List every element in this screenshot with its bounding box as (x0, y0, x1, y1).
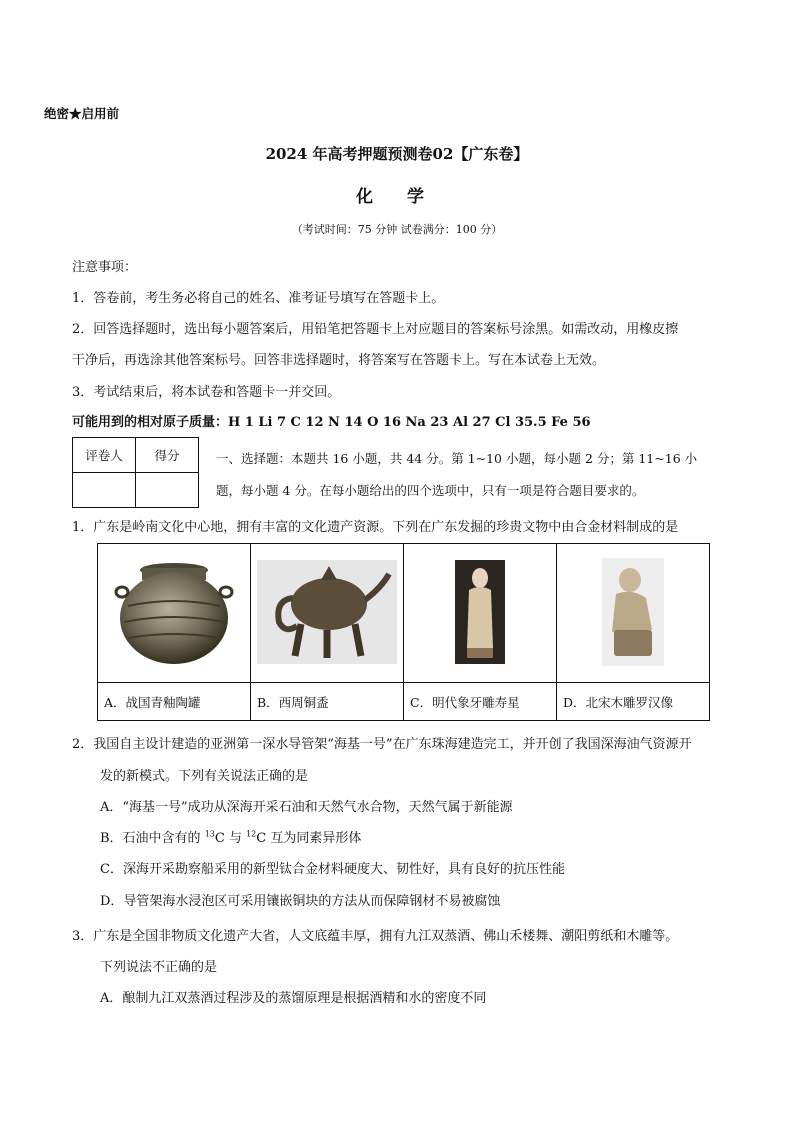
question-2-option-b: B．石油中含有的 $^{13}$C 与 $^{12}$C 互为同素异形体 (100, 829, 362, 846)
question-1-stem: 1．广东是岭南文化中心地，拥有丰富的文化遗产资源。下列在广东发掘的珍贵文物中由合金材料制成的是 (72, 520, 679, 535)
score-cell (136, 473, 199, 508)
option-c-label: C．明代象牙雕寿星 (404, 683, 557, 721)
pottery-jar-image (114, 556, 234, 668)
relics-table (97, 543, 710, 721)
note-item: 3．考试结束后，将本试卷和答题卡一并交回。 (72, 385, 341, 400)
note-item: 1．答卷前，考生务必将自己的姓名、准考证号填写在答题卡上。 (72, 291, 445, 306)
score-box (72, 437, 199, 508)
note-item: 2．回答选择题时，选出每小题答案后，用铅笔把答题卡上对应题目的答案标号涂黑。如需改动，用橡皮擦 (72, 322, 679, 337)
question-3-option-a: A．酿制九江双蒸酒过程涉及的蒸馏原理是根据酒精和水的密度不同 (100, 991, 487, 1006)
relic-image-cell (557, 544, 710, 683)
question-3-stem: 3．广东是全国非物质文化遗产大省，人文底蕴丰厚，拥有九江双蒸酒、佛山禾楼舞、潮阳剪纸和木雕等。 (72, 929, 679, 944)
confidential-mark: 绝密★启用前 (44, 106, 120, 121)
ivory-figure-image (455, 560, 505, 664)
notes-heading: 注意事项： (72, 260, 138, 275)
wood-carving-image (602, 558, 664, 666)
grader-label: 评卷人 (73, 438, 136, 473)
section-instructions: 一、选择题：本题共 16 小题，共 44 分。第 1~10 小题，每小题 2 分；第 11~16 小 (216, 451, 698, 466)
subject-title: 化 学 (356, 187, 438, 207)
atomic-masses: 可能用到的相对原子质量：H 1 Li 7 C 12 N 14 O 16 Na 23 Al 27 Cl 35.5 Fe 56 (72, 415, 591, 430)
note-item: 干净后，再选涂其他答案标号。回答非选择题时，将答案写在答题卡上。写在本试卷上无效。 (72, 353, 606, 368)
score-label: 得分 (136, 438, 199, 473)
option-b-label: B．西周铜盉 (251, 683, 404, 721)
section-instructions-2: 题，每小题 4 分。在每小题给出的四个选项中，只有一项是符合题目要求的。 (216, 483, 645, 498)
question-2-option-c: C．深海开采勘察船采用的新型钛合金材料硬度大、韧性好，具有良好的抗压性能 (100, 862, 565, 877)
time-info: （考试时间：75 分钟 试卷满分：100 分） (291, 223, 503, 236)
question-2-stem: 2．我国自主设计建造的亚洲第一深水导管架“海基一号”在广东珠海建造完工，并开创了我国深海油气资源开 (72, 737, 692, 752)
exam-title: 2024 年高考押题预测卷02【广东卷】 (265, 145, 529, 163)
bronze-vessel-image (257, 560, 397, 664)
option-a-label: A．战国青釉陶罐 (98, 683, 251, 721)
relic-image-cell (98, 544, 251, 683)
grader-cell (73, 473, 136, 508)
relic-image-cell (404, 544, 557, 683)
option-d-label: D．北宋木雕罗汉像 (557, 683, 710, 721)
relic-image-cell (251, 544, 404, 683)
question-2-stem-cont: 发的新模式。下列有关说法正确的是 (100, 769, 309, 784)
question-2-option-a: A．“海基一号”成功从深海开采石油和天然气水合物，天然气属于新能源 (100, 800, 513, 815)
question-3-stem-cont: 下列说法不正确的是 (100, 960, 218, 975)
question-2-option-d: D．导管架海水浸泡区可采用镶嵌铜块的方法从而保障钢材不易被腐蚀 (100, 894, 501, 909)
